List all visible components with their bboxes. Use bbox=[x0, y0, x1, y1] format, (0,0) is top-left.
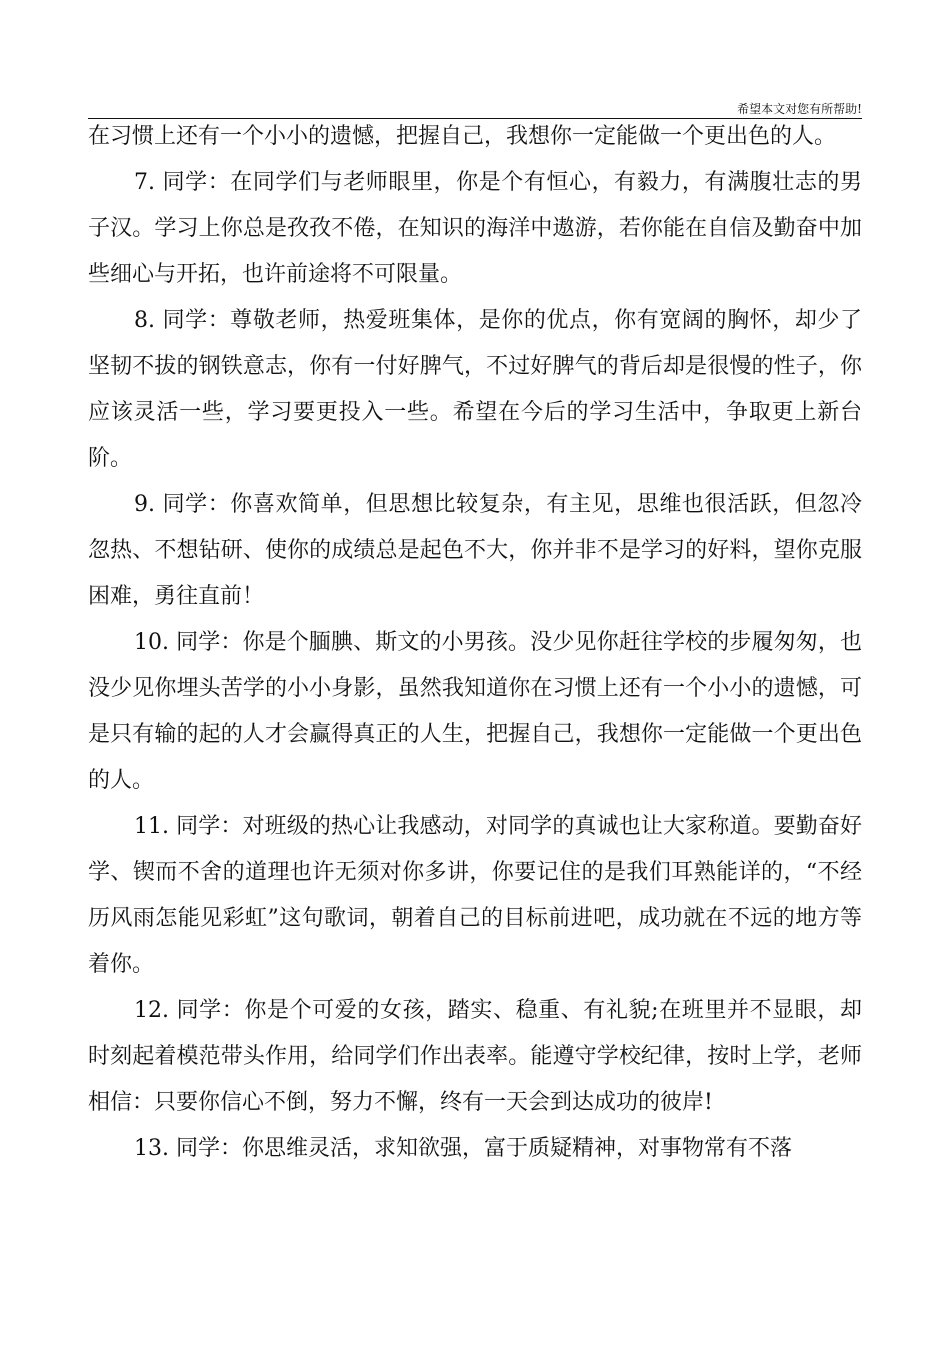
paragraph-13: 13. 同学：你思维灵活，求知欲强，富于质疑精神，对事物常有不落 bbox=[134, 1136, 792, 1161]
paragraph-11: 11. 同学：对班级的热心让我感动，对同学的真诚也让大家称道。要勤奋好学、锲而不舍的道理也许无须对你多讲，你要记住的是我们耳熟能详的，“不经历风雨怎能见彩虹”这句歌词，朝着自己的目标前进吧，成功就在不远的地方等着你。 bbox=[88, 814, 862, 977]
paragraph-8: 8. 同学：尊敬老师，热爱班集体，是你的优点，你有宽阔的胸怀，却少了坚韧不拔的钢铁意志，你有一付好脾气，不过好脾气的背后却是很慢的性子，你应该灵活一些，学习要更投入一些。希望在今后的学习生活中，争取更上新台阶。 bbox=[88, 308, 862, 471]
header-note: 希望本文对您有所帮助! bbox=[737, 102, 862, 116]
paragraph-9: 9. 同学：你喜欢简单，但思想比较复杂，有主见，思维也很活跃，但忽冷忽热、不想钻研、使你的成绩总是起色不大，你并非不是学习的好料，望你克服困难，勇往直前！ bbox=[88, 492, 862, 609]
paragraph-7: 7. 同学：在同学们与老师眼里，你是个有恒心，有毅力，有满腹壮志的男子汉。学习上你总是孜孜不倦，在知识的海洋中遨游，若你能在自信及勤奋中加些细心与开拓，也许前途将不可限量。 bbox=[88, 170, 862, 287]
paragraph-12: 12. 同学：你是个可爱的女孩，踏实、稳重、有礼貌;在班里并不显眼，却时刻起着模范带头作用，给同学们作出表率。能遵守学校纪律，按时上学，老师相信：只要你信心不倒，努力不懈，终有一天会到达成功的彼岸! bbox=[88, 998, 862, 1115]
paragraph-continuation: 在习惯上还有一个小小的遗憾，把握自己，我想你一定能做一个更出色的人。 bbox=[88, 124, 837, 149]
paragraph-10: 10. 同学：你是个腼腆、斯文的小男孩。没少见你赶往学校的步履匆匆，也没少见你埋头苦学的小小身影，虽然我知道你在习惯上还有一个小小的遗憾，可是只有输的起的人才会赢得真正的人生，把握自己，我想你一定能做一个更出色的人。 bbox=[88, 630, 862, 793]
header-rule bbox=[88, 118, 862, 119]
document-body bbox=[88, 114, 862, 1172]
